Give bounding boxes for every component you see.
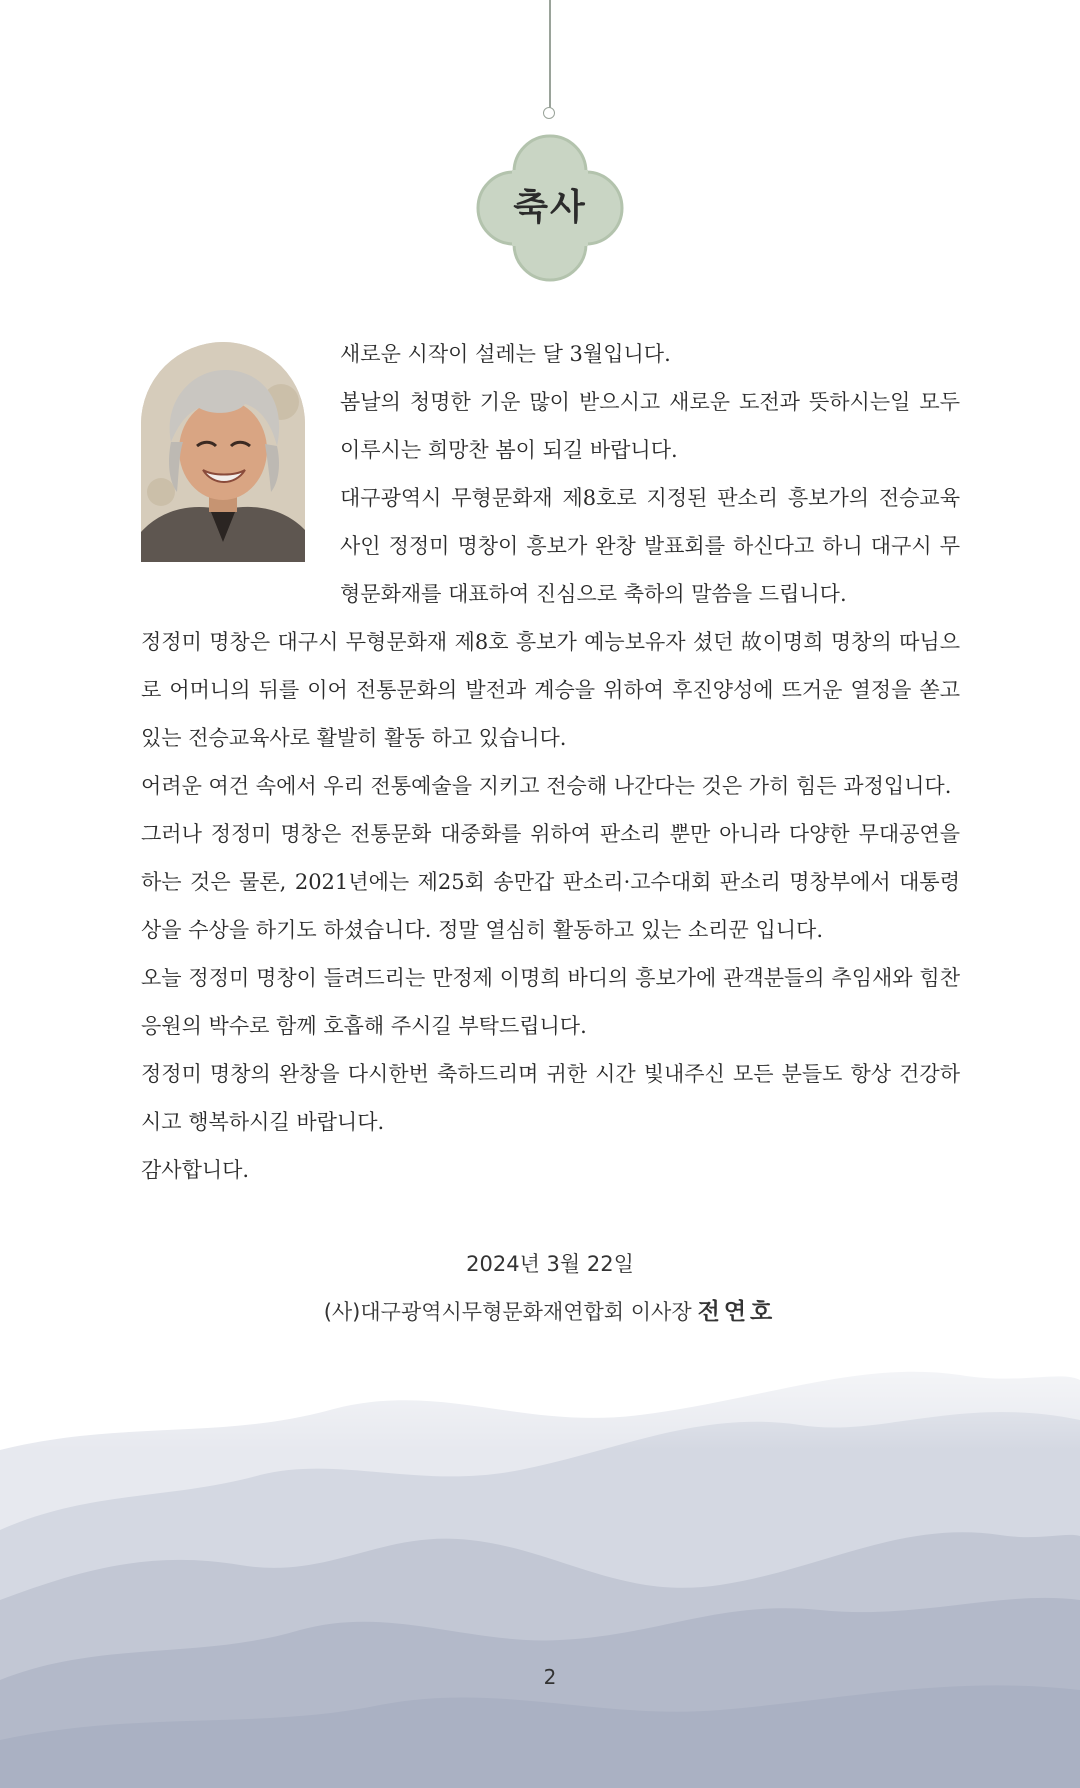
signature-line bbox=[0, 1292, 1080, 1332]
body-text bbox=[141, 618, 960, 1194]
intro-paragraph: 새로운 시작이 설레는 달 3월입니다. bbox=[340, 342, 671, 366]
signature-name: 전연호 bbox=[697, 1299, 777, 1325]
body-paragraph: 감사합니다. bbox=[141, 1158, 250, 1182]
intro-paragraph: 대구광역시 무형문화재 제8호로 지정된 판소리 흥보가의 전승교육사인 정정미 명창이 흥보가 완창 발표회를 하신다고 하니 대구시 무형문화재를 대표하여 진심으로 축하의 말씀을 드립니다. bbox=[340, 486, 960, 606]
closing-date: 2024년 3월 22일 bbox=[466, 1252, 634, 1276]
page-number: 2 bbox=[543, 1665, 557, 1689]
body-paragraph: 오늘 정정미 명창이 들려드리는 만정제 이명희 바디의 흥보가에 관객분들의 추임새와 힘찬 응원의 박수로 함께 호흡해 주시길 부탁드립니다. bbox=[141, 966, 960, 1038]
signature-organization: (사)대구광역시무형문화재연합회 이사장 bbox=[323, 1300, 692, 1324]
body-paragraph: 그러나 정정미 명창은 전통문화 대중화를 위하여 판소리 뿐만 아니라 다양한 무대공연을 하는 것은 물론, 2021년에는 제25회 송만갑 판소리·고수대회 판소리 명창부에서 대통령상을 수상을 하기도 하셨습니다. 정말 열심히 활동하고 있는 소리꾼 입니다. bbox=[141, 822, 960, 942]
body-paragraph: 어려운 여건 속에서 우리 전통예술을 지키고 전승해 나간다는 것은 가히 힘든 과정입니다. bbox=[141, 774, 952, 798]
mountain-background bbox=[0, 1300, 1080, 1788]
page-title: 축사 bbox=[513, 187, 587, 228]
body-paragraph: 정정미 명창의 완창을 다시한번 축하드리며 귀한 시간 빛내주신 모든 분들도 항상 건강하시고 행복하시길 바랍니다. bbox=[141, 1062, 960, 1134]
intro-text bbox=[340, 330, 960, 618]
portrait-photo bbox=[141, 342, 305, 562]
hanging-ring bbox=[543, 107, 555, 119]
hanging-string bbox=[549, 0, 551, 108]
intro-paragraph: 봄날의 청명한 기운 많이 받으시고 새로운 도전과 뜻하시는일 모두 이루시는 희망찬 봄이 되길 바랍니다. bbox=[340, 390, 960, 462]
body-paragraph: 정정미 명창은 대구시 무형문화재 제8호 흥보가 예능보유자 셨던 故이명희 명창의 따님으로 어머니의 뒤를 이어 전통문화의 발전과 계승을 위하여 후진양성에 뜨거운 열정을 쏟고 있는 전승교육사로 활발히 활동 하고 있습니다. bbox=[141, 630, 960, 750]
